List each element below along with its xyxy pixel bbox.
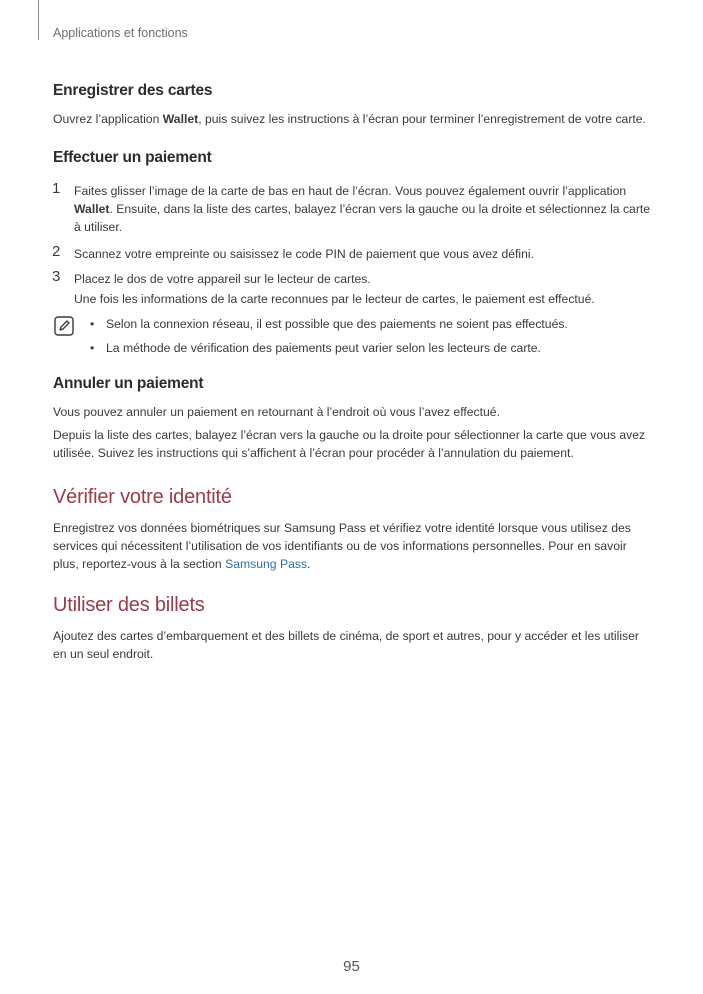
payment-step-2: 2 Scannez votre empreinte ou saisissez le code PIN de paiement que vous avez défini. <box>52 243 535 261</box>
note-pencil-icon <box>54 316 74 336</box>
page-content <box>53 82 653 663</box>
header-rule <box>38 0 39 40</box>
cancel-text-1: Vous pouvez annuler un paiement en retournant à l’endroit où vous l’avez effectué. <box>53 405 500 419</box>
payment-notes <box>53 315 653 357</box>
payment-step-3: 3 Placez le dos de votre appareil sur le lecteur de cartes. <box>52 268 371 286</box>
tickets-text: Ajoutez des cartes d’embarquement et des billets de cinéma, de sport et autres, pour y accéder et les utiliser en un seul endroit. <box>53 629 639 661</box>
verify-text: Enregistrez vos données biométriques sur Samsung Pass et vérifiez votre identité lorsque vous utilisez des services qui nécessitent l’utilisation de vos identifiants ou de vos informations personnelles. Pour en savoir plus, reportez-vous à la section Samsung Pass. <box>53 521 631 571</box>
note-item: • La méthode de vérification des paiements peut varier selon les lecteurs de carte. <box>87 339 653 357</box>
samsung-pass-link[interactable]: Samsung Pass <box>225 557 308 571</box>
payment-step-1: 1 Faites glisser l’image de la carte de bas en haut de l’écran. Vous pouvez également ouvrir l’application Wallet. Ensuite, dans la liste des cartes, balayez l’écran vers la gauche ou la droite et sélectionnez la carte à utiliser. <box>52 180 651 234</box>
note-item: • Selon la connexion réseau, il est possible que des paiements ne soient pas effectués. <box>87 315 653 333</box>
payment-step-3-detail: Une fois les informations de la carte reconnues par le lecteur de cartes, le paiement est effectué. <box>74 292 595 306</box>
step-number: 1 <box>52 180 61 197</box>
tickets-title: Utiliser des billets <box>53 594 205 616</box>
step-number: 3 <box>52 268 61 285</box>
section-header: Applications et fonctions <box>53 26 188 40</box>
register-text: Ouvrez l’application Wallet, puis suivez les instructions à l’écran pour terminer l’enregistrement de votre carte. <box>53 112 646 126</box>
cancel-title: Annuler un paiement <box>53 375 204 392</box>
wallet-app-name: Wallet <box>162 112 199 126</box>
verify-title: Vérifier votre identité <box>53 486 232 508</box>
cancel-text-2: Depuis la liste des cartes, balayez l’écran vers la gauche ou la droite pour sélectionner la carte que vous avez utilisée. Suivez les instructions qui s’affichent à l’écran pour procéder à l’annulation du paiement. <box>53 428 646 460</box>
payment-title: Effectuer un paiement <box>53 149 212 166</box>
page-number: 95 <box>343 958 360 975</box>
step-number: 2 <box>52 243 61 260</box>
register-title: Enregistrer des cartes <box>53 82 213 99</box>
